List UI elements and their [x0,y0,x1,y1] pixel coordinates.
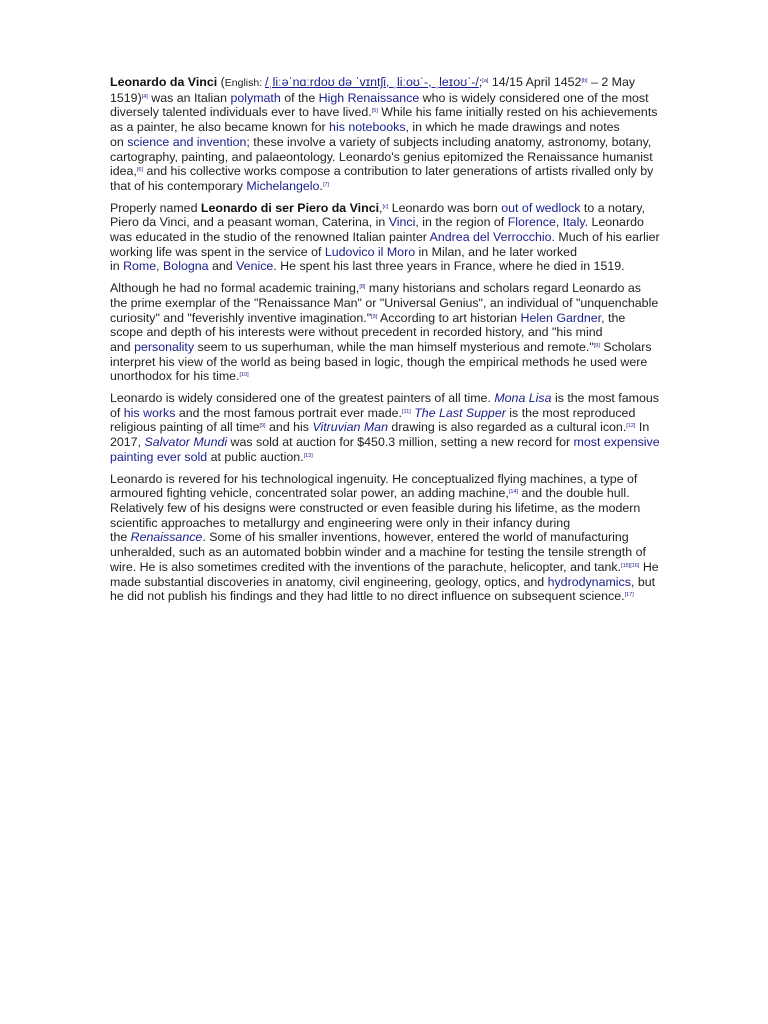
paragraph-intro: Leonardo da Vinci (English: /ˌliːəˈnɑːrdoʊ də ˈvɪntʃi, ˌliːoʊˈ-, ˌleɪoʊˈ-/;[a] 14/15 April 1452[b] – 2 May 1519)[4] was an Italian polymath of the High Renaissance who is widely considered one of the most diversely talented individuals ever to have lived.[5] While his fame initially rested on his achievements as a painter, he also became known for his notebooks, in which he made drawings and notes on science and invention; these involve a variety of subjects including anatomy, astronomy, botany, cartography, painting, and palaeontology. Leonardo's genius epitomized the Renaissance humanist idea,[6] and his collective works compose a contribution to later generations of artists rivalled only by that of his contemporary Michelangelo.[7] [110,75,658,193]
ref-15-16[interactable]: [15][16] [621,562,640,569]
link-michelangelo[interactable]: Michelangelo [246,178,320,193]
link-andrea-del-verrocchio[interactable]: Andrea del Verrocchio [429,230,552,245]
ref-13[interactable]: [13] [303,452,313,459]
ref-4[interactable]: [4] [141,93,148,100]
ref-9[interactable]: [9] [371,313,378,320]
ref-11[interactable]: [11] [402,408,411,415]
link-mona-lisa[interactable]: Mona Lisa [494,391,552,406]
link-italy[interactable]: Italy [562,215,585,230]
link-renaissance[interactable]: Renaissance [130,530,203,545]
paragraph-early-life: Properly named Leonardo di ser Piero da Vinci,[c] Leonardo was born out of wedlock to a notary, Piero da Vinci, and a peasant woman, Caterina, in Vinci, in the region of Florence, Italy. Leonardo was educated in the studio of the renowned Italian painter Andrea del Verrocchio. Much of his earlier working life was spent in the service of Ludovico il Moro in Milan, and he later worked in Rome, Bologna and Venice. He spent his last three years in France, where he died in 1519. [110,200,660,274]
link-his-works[interactable]: his works [123,405,176,420]
link-personality[interactable]: personality [134,339,195,354]
link-rome[interactable]: Rome [123,259,157,274]
ref-b[interactable]: [b] [581,78,588,84]
subject-name: Leonardo da Vinci [110,75,218,89]
ipa-pronunciation-link[interactable]: /ˌliːəˈnɑːrdoʊ də ˈvɪntʃi, ˌliːoʊˈ-, ˌleɪoʊˈ-/ [265,75,479,89]
link-venice[interactable]: Venice [236,259,274,274]
link-bologna[interactable]: Bologna [163,259,209,274]
link-ludovico-il-moro[interactable]: Ludovico il Moro [324,244,416,259]
link-hydrodynamics[interactable]: hydrodynamics [547,574,631,589]
ref-17[interactable]: [17] [624,592,634,599]
ref-9b[interactable]: [9] [593,342,600,349]
ref-12[interactable]: [12] [626,423,636,430]
ref-a[interactable]: [a] [482,78,489,84]
link-high-renaissance[interactable]: High Renaissance [318,90,420,105]
link-the-last-supper[interactable]: The Last Supper [414,405,506,420]
paragraph-inventions: Leonardo is revered for his technological ingenuity. He conceptualized flying machines, a type of armoured fighting vehicle, concentrated solar power, an adding machine,[14] and the double hull. Relatively few of his designs were constructed or even feasible during his lifetime, as the modern scientific approaches to metallurgy and engineering were only in their infancy during the Renaissance. Some of his smaller inventions, however, entered the world of manufacturing unheralded, such as an automated bobbin winder and a machine for testing the tensile strength of wire. He is also sometimes credited with the inventions of the parachute, helicopter, and tank.[15][16] He made substantial discoveries in anatomy, civil engineering, geology, optics, and hydrodynamics, but he did not publish his findings and they had little to no direct influence on subsequent science.[17] [110,471,659,604]
link-science-and-invention[interactable]: science and invention [127,134,247,149]
paragraph-renaissance-man: Although he had no formal academic training,[8] many historians and scholars regard Leonardo as the prime exemplar of the "Renaissance Man" or "Universal Genius", an individual of "unquenchable curiosity" and "feverishly inventive imagination."[9] According to art historian Helen Gardner, the scope and depth of his interests were without precedent in recorded history, and "his mind and personality seem to us superhuman, while the man himself mysterious and remote."[9] Scholars interpret his view of the world as being based in logic, though the empirical methods he used were unorthodox for his time.[10] [110,281,659,384]
link-helen-gardner[interactable]: Helen Gardner [520,310,602,325]
ref-c[interactable]: [c] [382,203,389,210]
link-florence[interactable]: Florence [507,215,556,230]
full-name: Leonardo di ser Piero da Vinci [200,200,380,215]
article-body [110,75,714,611]
link-salvator-mundi[interactable]: Salvator Mundi [144,435,228,450]
ref-14[interactable]: [14] [508,489,518,496]
ref-10[interactable]: [10] [239,372,249,379]
paragraph-paintings: Leonardo is widely considered one of the greatest painters of all time. Mona Lisa is the most famous of his works and the most famous portrait ever made.[11] The Last Supper is the most reproduced religious painting of all time[9] and his Vitruvian Man drawing is also regarded as a cultural icon.[12] In 2017, Salvator Mundi was sold at auction for $450.3 million, setting a new record for most expensive painting ever sold at public auction.[13] [110,391,660,464]
ref-5[interactable]: [5] [371,108,378,115]
ref-7[interactable]: [7] [322,181,329,188]
ref-9c[interactable]: [9] [259,423,266,430]
english-label: English: [224,77,266,89]
link-his-notebooks[interactable]: his notebooks [329,120,406,135]
link-vitruvian-man[interactable]: Vitruvian Man [312,420,388,435]
link-vinci[interactable]: Vinci [388,215,416,230]
link-painting-ever-sold[interactable]: painting ever sold [110,449,208,464]
link-out-of-wedlock[interactable]: out of wedlock [501,200,581,215]
link-most-expensive[interactable]: most expensive [573,435,660,450]
ref-8[interactable]: [8] [359,284,366,291]
link-polymath[interactable]: polymath [230,90,281,105]
ref-6[interactable]: [6] [136,167,143,174]
